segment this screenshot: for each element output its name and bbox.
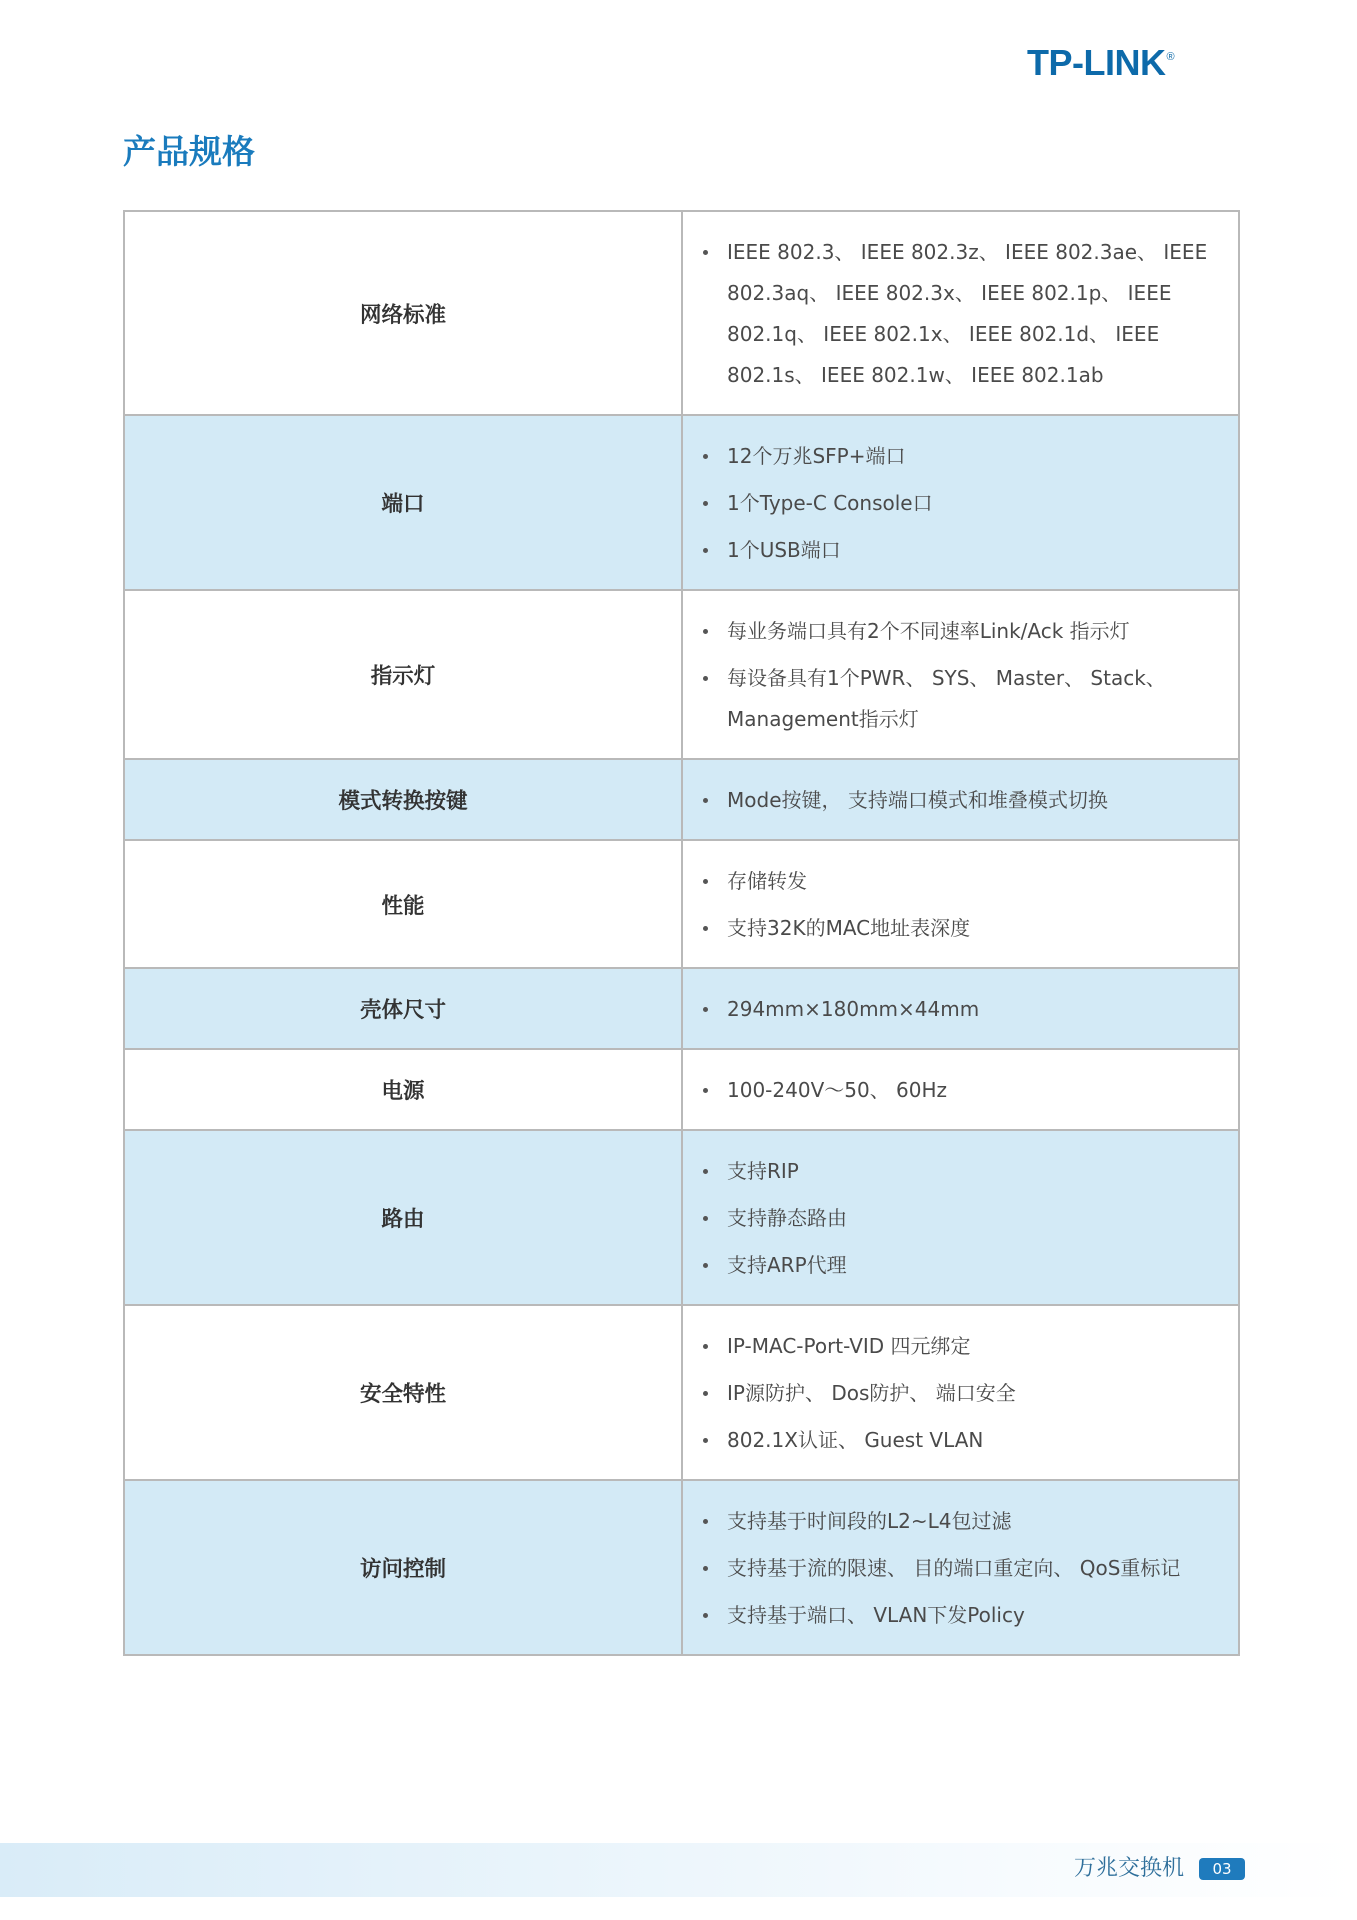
spec-value [682,1480,1239,1655]
spec-row [124,759,1239,840]
spec-row [124,415,1239,590]
spec-list-item: 支持基于端口、 VLAN下发Policy [701,1595,1208,1636]
tp-link-logo [1027,44,1247,82]
spec-row [124,840,1239,968]
spec-row [124,1305,1239,1480]
spec-value-list [701,780,1208,821]
spec-value [682,1049,1239,1130]
spec-list-item: 每业务端口具有2个不同速率Link/Ack 指示灯 [701,611,1208,652]
spec-value-list [701,1151,1208,1286]
spec-value-list [701,989,1208,1030]
spec-list-item: 294mm×180mm×44mm [701,989,1208,1030]
spec-table [123,210,1240,1656]
spec-label: 路由 [124,1130,682,1305]
logo-text: TP-LINK [1027,42,1166,83]
spec-list-item: 支持RIP [701,1151,1208,1192]
spec-list-item: IP源防护、 Dos防护、 端口安全 [701,1373,1208,1414]
spec-label: 访问控制 [124,1480,682,1655]
spec-list-item: 支持静态路由 [701,1198,1208,1239]
page-number-badge: 03 [1199,1858,1245,1880]
spec-table-body [124,211,1239,1655]
spec-value-list [701,436,1208,571]
spec-label: 性能 [124,840,682,968]
page-title: 产品规格 [123,132,255,171]
spec-row [124,211,1239,415]
spec-list-item: 802.1X认证、 Guest VLAN [701,1420,1208,1461]
spec-label: 壳体尺寸 [124,968,682,1049]
spec-row [124,1130,1239,1305]
spec-list-item: IP-MAC-Port-VID 四元绑定 [701,1326,1208,1367]
spec-value [682,590,1239,759]
spec-row [124,968,1239,1049]
spec-list-item: 支持ARP代理 [701,1245,1208,1286]
spec-row [124,1480,1239,1655]
spec-value [682,211,1239,415]
spec-value [682,415,1239,590]
spec-value [682,759,1239,840]
spec-value [682,1130,1239,1305]
spec-label: 端口 [124,415,682,590]
spec-list-item: 1个USB端口 [701,530,1208,571]
spec-list-item: 1个Type-C Console口 [701,483,1208,524]
registered-mark: ® [1166,51,1175,63]
footer-title: 万兆交换机 [1074,1856,1185,1881]
spec-value [682,968,1239,1049]
spec-list-item: IEEE 802.3、 IEEE 802.3z、 IEEE 802.3ae、 IEEE 802.3aq、 IEEE 802.3x、 IEEE 802.1p、 IEEE 802.1q、 IEEE 802.1x、 IEEE 802.1d、 IEEE 802.1s、 IEEE 802.1w、 IEEE 802.1ab [701,232,1208,396]
spec-value [682,840,1239,968]
spec-list-item: 12个万兆SFP+端口 [701,436,1208,477]
spec-label: 电源 [124,1049,682,1130]
spec-value-list [701,611,1208,740]
spec-list-item: 存储转发 [701,861,1208,902]
spec-list-item: 支持32K的MAC地址表深度 [701,908,1208,949]
spec-label: 指示灯 [124,590,682,759]
spec-list-item: 100-240V～50、 60Hz [701,1070,1208,1111]
spec-label: 安全特性 [124,1305,682,1480]
spec-value [682,1305,1239,1480]
spec-list-item: 每设备具有1个PWR、 SYS、 Master、 Stack、 Management指示灯 [701,658,1208,740]
spec-label: 模式转换按键 [124,759,682,840]
spec-list-item: Mode按键， 支持端口模式和堆叠模式切换 [701,780,1208,821]
spec-row [124,1049,1239,1130]
spec-list-item: 支持基于时间段的L2~L4包过滤 [701,1501,1208,1542]
spec-value-list [701,861,1208,949]
spec-label: 网络标准 [124,211,682,415]
spec-value-list [701,232,1208,396]
spec-value-list [701,1501,1208,1636]
spec-value-list [701,1070,1208,1111]
spec-value-list [701,1326,1208,1461]
spec-list-item: 支持基于流的限速、 目的端口重定向、 QoS重标记 [701,1548,1208,1589]
spec-row [124,590,1239,759]
